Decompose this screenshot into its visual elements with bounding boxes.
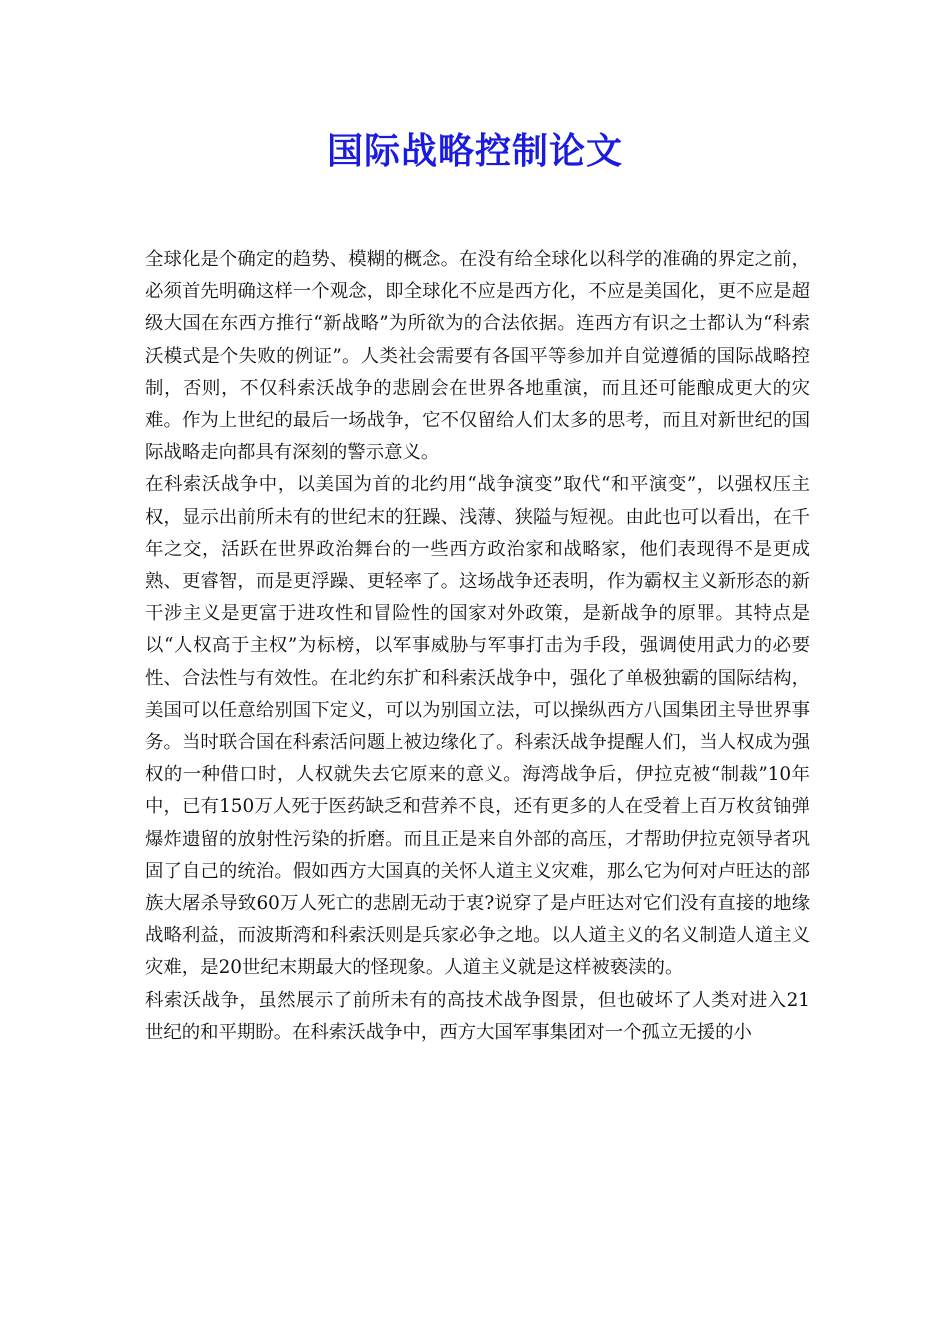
document-body xyxy=(145,244,810,1049)
paragraph-1: 全球化是个确定的趋势、模糊的概念。在没有给全球化以科学的准确的界定之前，必须首先明确这样一个观念，即全球化不应是西方化，不应是美国化，更不应是超级大国在东西方推行“新战略”为所欲为的合法依据。连西方有识之士都认为“科索沃模式是个失败的例证”。人类社会需要有各国平等参加并自觉遵循的国际战略控制，否则，不仅科索沃战争的悲剧会在世界各地重演，而且还可能酿成更大的灾难。作为上世纪的最后一场战争，它不仅留给人们太多的思考，而且对新世纪的国际战略走向都具有深刻的警示意义。 xyxy=(145,249,810,464)
document-title: 国际战略控制论文 xyxy=(326,131,623,172)
paragraph-3: 科索沃战争，虽然展示了前所未有的高技术战争图景，但也破坏了人类对进入21世纪的和平期盼。在科索沃战争中，西方大国军事集团对一个孤立无援的小 xyxy=(145,989,810,1043)
paragraph-2: 在科索沃战争中，以美国为首的北约用“战争演变”取代“和平演变”，以强权压主权，显示出前所未有的世纪末的狂躁、浅薄、狭隘与短视。由此也可以看出，在千年之交，活跃在世界政治舞台的一些西方政治家和战略家，他们表现得不是更成熟、更睿智，而是更浮躁、更轻率了。这场战争还表明，作为霸权主义新形态的新干涉主义是更富于进攻性和冒险性的国家对外政策，是新战争的原罪。其特点是以“人权高于主权”为标榜，以军事威胁与军事打击为手段，强调使用武力的必要性、合法性与有效性。在北约东扩和科索沃战争中，强化了单极独霸的国际结构，美国可以任意给别国下定义，可以为别国立法，可以操纵西方八国集团主导世界事务。当时联合国在科索活问题上被边缘化了。科索沃战争提醒人们，当人权成为强权的一种借口时，人权就失去它原来的意义。海湾战争后，伊拉克被“制裁”10年中，已有150万人死于医药缺乏和营养不良，还有更多的人在受着上百万枚贫铀弹爆炸遗留的放射性污染的折磨。而且正是来自外部的高压，才帮助伊拉克领导者巩固了自己的统治。假如西方大国真的关怀人道主义灾难，那么它为何对卢旺达的部族大屠杀导致60万人死亡的悲剧无动于衷?说穿了是卢旺达对它们没有直接的地缘战略利益，而波斯湾和科索沃则是兵家必争之地。以人道主义的名义制造人道主义灾难，是20世纪末期最大的怪现象。人道主义就是这样被亵渎的。 xyxy=(145,474,810,979)
